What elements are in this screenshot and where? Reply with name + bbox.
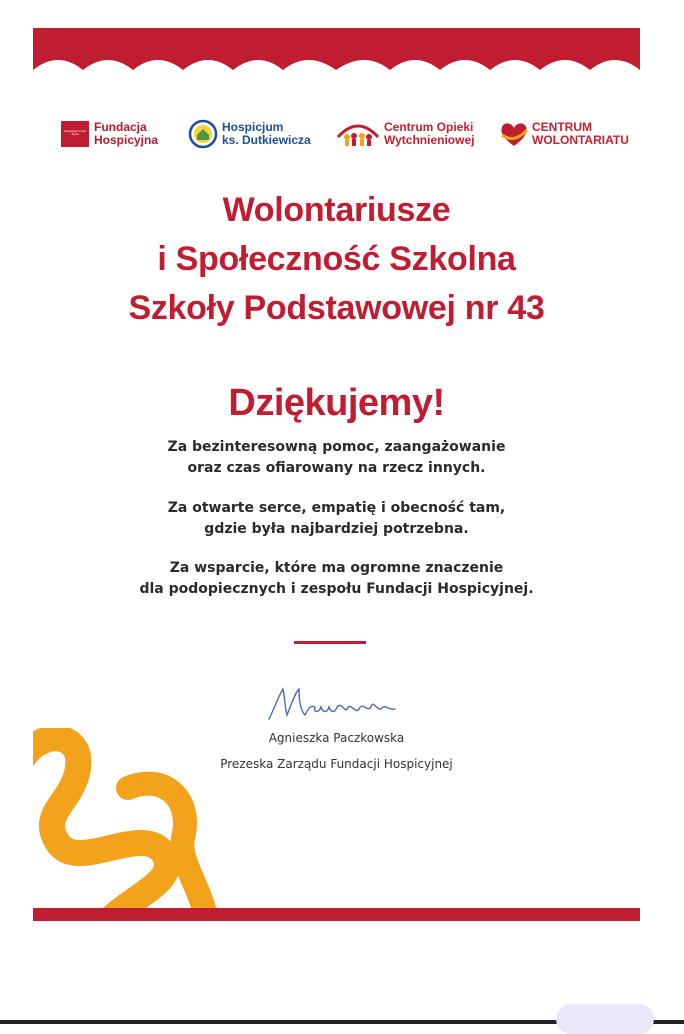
paragraph-line: Za otwarte serce, empatię i obecność tam, <box>167 500 506 516</box>
family-arc-icon <box>335 119 381 149</box>
paragraph-line: dla podopiecznych i zespołu Fundacji Hospicyjnej. <box>139 581 534 597</box>
partner-logos <box>33 114 640 154</box>
paragraph-line: Za wsparcie, które ma ogromne znaczenie <box>169 560 504 576</box>
paragraph-line: Za bezinteresowną pomoc, zaangażowanie <box>167 439 506 455</box>
logo-line: ks. Dutkiewicza <box>222 133 311 147</box>
title-line-2: i Społeczność Szkolna <box>157 240 516 278</box>
paragraph-line: oraz czas ofiarowany na rzecz innych. <box>187 460 486 476</box>
certificate-title <box>33 186 640 333</box>
logo-centrum-opieki <box>335 114 474 154</box>
logo-centrum-wolontariatu <box>499 114 629 154</box>
paragraph-2 <box>33 498 640 540</box>
title-line-3: Szkoły Podstawowej nr 43 <box>128 289 545 327</box>
logo-line: Centrum Opieki <box>384 120 474 134</box>
hospice-house-icon <box>188 119 218 149</box>
title-line-1: Wolontariusze <box>222 191 451 229</box>
handwritten-signature <box>261 679 411 725</box>
fundacja-emblem-icon: Hospicjum to też Życie <box>61 121 89 147</box>
logo-line: Fundacja <box>94 120 147 134</box>
footer-band <box>33 908 640 921</box>
logo-line: Hospicjum <box>222 120 284 134</box>
paragraph-1 <box>33 437 640 479</box>
paragraph-line: gdzie była najbardziej potrzebna. <box>204 521 469 537</box>
signatory-name: Agnieszka Paczkowska <box>268 731 405 745</box>
logo-line: Wytchnieniowej <box>384 133 475 147</box>
logo-line: CENTRUM <box>532 120 592 134</box>
logo-line: Hospicyjna <box>94 133 159 147</box>
signatory-role: Prezeska Zarządu Fundacji Hospicyjnej <box>220 757 453 771</box>
logo-hospicjum-dutkiewicza <box>188 114 311 154</box>
divider-line <box>294 641 366 644</box>
floating-action-button[interactable] <box>556 1004 654 1034</box>
scalloped-header-band <box>33 28 640 84</box>
heart-icon <box>499 120 529 148</box>
paragraph-3 <box>33 558 640 600</box>
certificate <box>33 28 640 921</box>
thanks-heading: Dziękujemy! <box>228 382 445 424</box>
orange-ribbon-decoration <box>33 728 233 921</box>
logo-fundacja-hospicyjna <box>61 114 158 154</box>
logo-line: WOLONTARIATU <box>532 133 629 147</box>
